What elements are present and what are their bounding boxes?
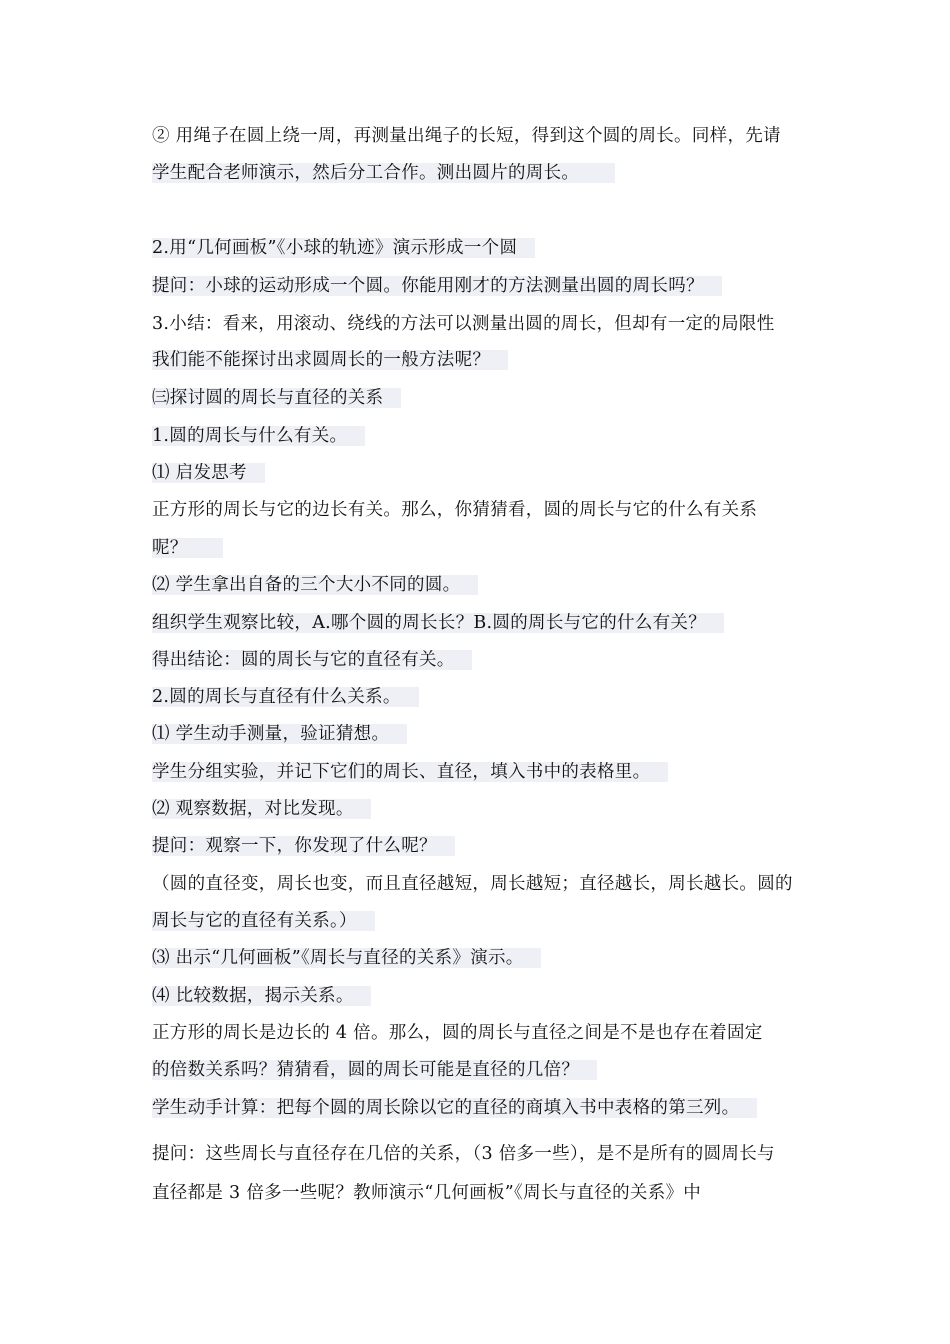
text-line: 正方形的周长是边长的 4 倍。那么，圆的周长与直径之间是不是也存在着固定 — [152, 1023, 763, 1043]
text-line: 直径都是 3 倍多一些呢？教师演示“几何画板”《周长与直径的关系》中 — [152, 1183, 702, 1203]
text-line: 学生分组实验，并记下它们的周长、直径，填入书中的表格里。 — [152, 760, 668, 784]
text-line: ⑵ 观察数据，对比发现。 — [152, 797, 371, 821]
text-line: 周长与它的直径有关系。） — [152, 909, 375, 933]
text-line: ⑷ 比较数据，揭示关系。 — [152, 984, 371, 1008]
text-line: 提问：这些周长与直径存在几倍的关系，（3 倍多一些），是不是所有的圆周长与 — [152, 1144, 775, 1164]
text-line: 组织学生观察比较，A.哪个圆的周长长？B.圆的周长与它的什么有关？ — [152, 611, 724, 635]
text-line: ⑵ 学生拿出自备的三个大小不同的圆。 — [152, 573, 478, 597]
text-line: 得出结论：圆的周长与它的直径有关。 — [152, 648, 472, 672]
text-line: ② 用绳子在圆上绕一周，再测量出绳子的长短，得到这个圆的周长。同样，先请 — [152, 126, 781, 146]
text-line: 提问：小球的运动形成一个圆。你能用刚才的方法测量出圆的周长吗？ — [152, 274, 722, 298]
text-line: 提问：观察一下，你发现了什么呢？ — [152, 834, 455, 858]
text-line: 1.圆的周长与什么有关。 — [152, 424, 365, 448]
text-line: 的倍数关系吗？猜猜看，圆的周长可能是直径的几倍？ — [152, 1058, 597, 1082]
text-line: ⑴ 学生动手测量，验证猜想。 — [152, 722, 407, 746]
text-line: ⑶ 出示“几何画板”《周长与直径的关系》演示。 — [152, 946, 541, 970]
section-heading: ㈢探讨圆的周长与直径的关系 — [152, 386, 401, 410]
text-line: 学生动手计算：把每个圆的周长除以它的直径的商填入书中表格的第三列。 — [152, 1096, 757, 1120]
text-line: 2.圆的周长与直径有什么关系。 — [152, 685, 419, 709]
text-line: 3.小结：看来，用滚动、绕线的方法可以测量出圆的周长，但却有一定的局限性 — [152, 314, 775, 334]
text-line: 正方形的周长与它的边长有关。那么，你猜猜看，圆的周长与它的什么有关系 — [152, 500, 758, 520]
text-line: ⑴ 启发思考 — [152, 461, 265, 485]
text-line: 我们能不能探讨出求圆周长的一般方法呢？ — [152, 348, 508, 372]
text-line: 呢？ — [152, 536, 223, 560]
text-line: （圆的直径变，周长也变，而且直径越短，周长越短；直径越长，周长越长。圆的 — [152, 874, 793, 894]
text-line: 学生配合老师演示，然后分工合作。测出圆片的周长。 — [152, 161, 615, 185]
text-line: 2.用“几何画板”《小球的轨迹》演示形成一个圆 — [152, 236, 535, 260]
